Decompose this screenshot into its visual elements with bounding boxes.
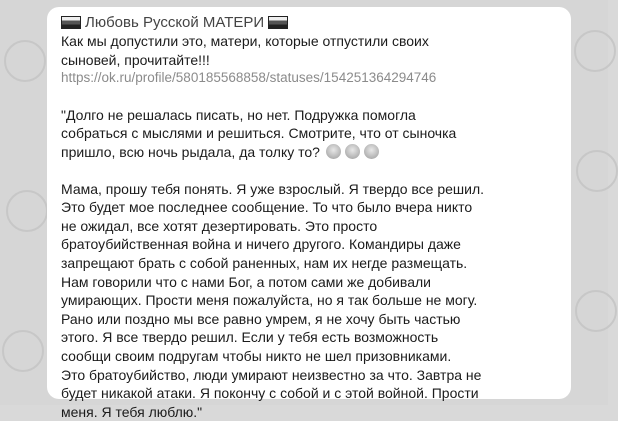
letter-line: Нам говорили что с нами Бог, а потом сами же добивали xyxy=(61,273,431,290)
letter-line: запрещают брать с собой раненных, нам их негде размещать. xyxy=(61,254,468,271)
intro-text xyxy=(61,32,559,69)
letter-line: меня. Я тебя люблю." xyxy=(61,403,203,420)
flag-icon xyxy=(268,16,288,29)
letter-text xyxy=(61,180,559,421)
quote-line: пришло, всю ночь рыдала, да толку то? xyxy=(61,143,320,160)
letter-line: Это будет мое последнее сообщение. То что было вчера никто xyxy=(61,199,473,216)
doodle-icon xyxy=(6,190,48,232)
post-link[interactable]: https://ok.ru/profile/580185568858/statuses/154251364294746 xyxy=(61,70,437,86)
doodle-icon xyxy=(575,290,617,332)
quote-line: собраться с мыслями и решиться. Смотрите, что от сыночка xyxy=(61,125,457,142)
letter-line: не ожидал, все хотят дезертировать. Это просто xyxy=(61,217,378,234)
letter-line: сообщи своим подругам чтобы никто не шел призовниками. xyxy=(61,347,452,364)
doodle-icon xyxy=(4,40,46,82)
doodle-icon xyxy=(2,330,44,372)
channel-name[interactable] xyxy=(61,12,559,32)
quote-text xyxy=(61,106,559,162)
doodle-icon xyxy=(576,150,618,192)
quote-line: "Долго не решалась писать, но нет. Подружка помогла xyxy=(61,106,416,123)
letter-line: братоубийственная война и ничего другого. Командиры даже xyxy=(61,236,461,253)
letter-line: Рано или поздно мы все равно умрем, я не хочу быть частью xyxy=(61,310,461,327)
doodle-icon xyxy=(574,30,616,72)
intro-line: сыновей, прочитайте!!! xyxy=(61,51,210,68)
letter-line: будет никакой атаки. Я покончу с собой и с этой войной. Прости xyxy=(61,385,479,402)
letter-line: Это братоубийство, люди умирают неизвестно за что. Завтра не xyxy=(61,366,482,383)
message-bubble xyxy=(47,7,571,420)
letter-line: этого. Я все твердо решил. Если у тебя есть возможность xyxy=(61,329,439,346)
crying-face-icon xyxy=(345,144,360,159)
intro-line: Как мы допустили это, матери, которые отпустили своих xyxy=(61,33,429,49)
crying-face-icon xyxy=(326,144,341,159)
channel-title: Любовь Русской МАТЕРИ xyxy=(85,13,265,31)
letter-line: Мама, прошу тебя понять. Я уже взрослый. Я твердо все решил. xyxy=(61,180,485,197)
crying-face-icon xyxy=(364,144,379,159)
letter-line: умирающих. Прости меня пожалуйста, но я так больше не могу. xyxy=(61,292,478,309)
flag-icon xyxy=(61,16,81,29)
